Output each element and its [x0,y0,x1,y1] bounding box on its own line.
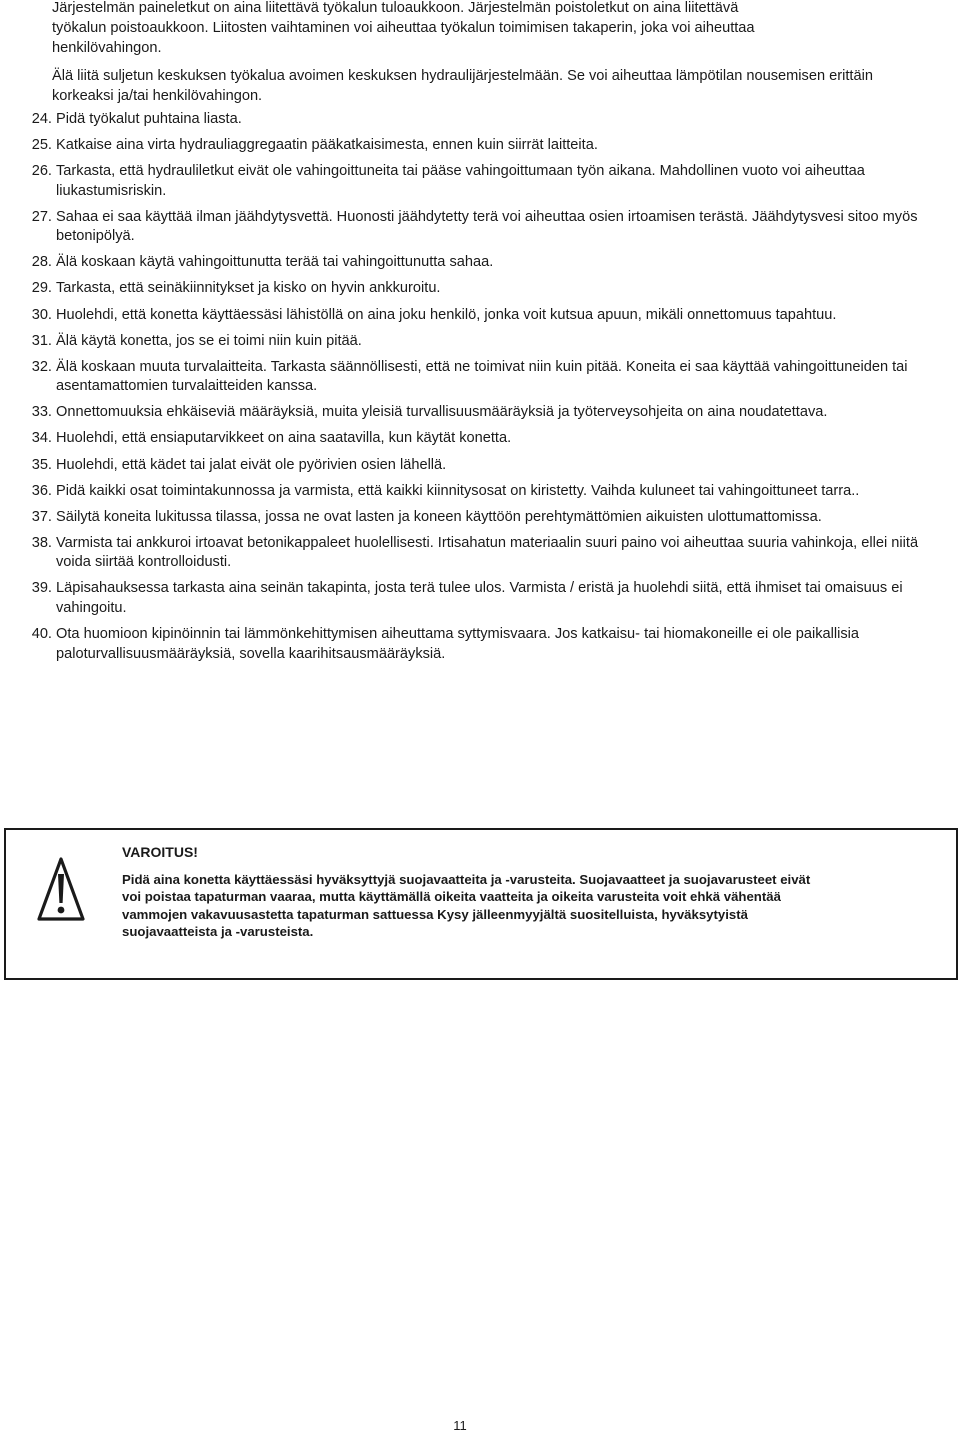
item-number-text: 40. [31,626,52,642]
item-number [0,306,52,326]
item-number [0,429,52,449]
item-number-text: 33. [31,404,52,421]
item-text: Älä koskaan käytä vahingoittunutta terää tai vahingoittunutta sahaa. [56,254,494,271]
item-number [0,279,52,299]
item-number-text: 25. [31,137,52,154]
item-text: Pidä työkalut puhtaina liasta. [56,111,242,127]
item-number-text: 24. [31,111,52,127]
item-number [0,358,52,397]
item-text: Huolehdi, että konetta käyttäessäsi lähistöllä on aina joku henkilö, jonka voit kutsua apuun, mikäli onnettomuus tapahtuu. [56,306,837,323]
list-item [0,625,960,664]
item-text: Läpisahauksessa tarkasta aina seinän takapinta, josta terä tulee ulos. Varmista / eristä ja huolehdi siitä, että ihmiset tai omaisuus ei vahingoitu. [56,580,903,616]
item-text: Onnettomuuksia ehkäiseviä määräyksiä, muita yleisiä turvallisuusmääräyksiä ja työterveysohjeita on aina noudatettava. [56,404,828,421]
item-number [0,482,52,502]
warning-text [122,844,822,941]
item-text: Älä käytä konetta, jos se ei toimi niin kuin pitää. [56,332,362,349]
item-text: Huolehdi, että kädet tai jalat eivät ole pyörivien osien lähellä. [56,456,447,473]
list-item [0,332,960,352]
item-text: Katkaise aina virta hydrauliaggregaatin pääkatkaisimesta, ennen kuin siirrät laitteita. [56,137,598,154]
warning-box [4,828,958,980]
list-item [0,358,960,397]
item-number-text: 26. [31,163,52,180]
item-number-text: 29. [31,280,52,297]
list-item [0,579,960,618]
list-item [0,110,960,130]
list-item [0,508,960,528]
intro-line-2: työkalun poistoaukkoon. Liitosten vaihtaminen voi aiheuttaa työkalun toimimisen takaperin, joka voi aiheuttaa [52,20,755,36]
item-text: Varmista tai ankkuroi irtoavat betonikappaleet huolellisesti. Irtisahatun materiaalin suuri paino voi aiheuttaa suuria vahinkoja, ellei niitä voida siirtää kontrolloidusti. [56,534,919,571]
list-item [0,162,960,201]
item-number-text: 30. [31,306,52,323]
item-number [0,110,52,130]
item-text: Älä koskaan muuta turvalaitteita. Tarkasta säännöllisesti, että ne toimivat niin kuin pitää. Koneita ei saa käyttää vahingoittuneiden tai asentamattomien turvalaitteiden kanssa. [56,358,908,395]
item-number-text: 37. [31,508,52,525]
intro-line-3: henkilövahingon. [52,40,162,56]
list-item [0,279,960,299]
item-text: Ota huomioon kipinöinnin tai lämmönkehittymisen aiheuttama syttymisvaara. Jos katkaisu- tai hiomakoneille ei ole paikallisia paloturvallisuusmääräyksiä, sovella kaarihitsausmääräyksiä. [56,626,860,662]
item-number [0,508,52,528]
list-item [0,534,960,573]
page-number: 11 [453,1418,467,1433]
list-item [0,253,960,273]
item-number [0,456,52,476]
item-text: Huolehdi, että ensiaputarvikkeet on aina saatavilla, kun käytät konetta. [56,430,512,447]
item-number-text: 32. [31,358,52,375]
safety-instructions-list [0,110,960,671]
item-text: Sahaa ei saa käyttää ilman jäähdytysvettä. Huonosti jäähdytetty terä voi aiheuttaa osien irtoamisen terästä. Jäähdytysvesi sitoo myös betonipölyä. [56,208,918,245]
warning-body: Pidä aina konetta käyttäessäsi hyväksyttyjä suojavaatteita ja -varusteita. Suojavaatteet ja suojavarusteet eivät voi poistaa tapaturman vaaraa, mutta käyttämällä oikeita vaatteita ja oikeita varusteita voit ehkä vähentää vammojen vakavuusastetta tapaturman sattuessa Kysy jälleenmyyjältä suositelluista, hyväksytyistä suojavaatteista ja -varusteista. [122,871,811,939]
item-number-text: 39. [31,580,52,597]
item-number-text: 31. [31,332,52,349]
item-number-text: 34. [31,430,52,447]
intro-section [52,0,932,106]
item-number-text: 28. [31,254,52,271]
list-item [0,456,960,476]
item-number [0,208,52,247]
item-text: Pidä kaikki osat toimintakunnossa ja varmista, että kaikki kiinnitysosat on kiristetty. Vaihda kuluneet tai vahingoittuneet tarra.. [56,482,860,499]
item-number-text: 27. [31,208,52,225]
list-item [0,482,960,502]
list-item [0,403,960,423]
item-text: Säilytä koneita lukitussa tilassa, jossa ne ovat lasten ja koneen käyttöön perehtymättömien aikuisten ulottumattomissa. [56,508,822,525]
item-text: Tarkasta, että seinäkiinnitykset ja kisko on hyvin ankkuroitu. [56,280,441,297]
item-number-text: 38. [31,534,52,551]
item-number [0,534,52,573]
item-number [0,162,52,201]
item-number-text: 36. [31,482,52,499]
item-number [0,332,52,352]
intro-line-1: Järjestelmän paineletkut on aina liitettävä työkalun tuloaukkoon. Järjestelmän poistoletkut on aina liitettävä [52,0,739,16]
item-number [0,253,52,273]
intro-paragraph-2: Älä liitä suljetun keskuksen työkalua avoimen keskuksen hydraulijärjestelmään. Se voi aiheuttaa lämpötilan nousemisen erittäin korkeaksi ja/tai henkilövahingon. [52,68,873,104]
item-number [0,625,52,664]
item-number [0,403,52,423]
item-number-text: 35. [31,456,52,473]
warning-triangle-icon [36,856,86,922]
list-item [0,208,960,247]
item-number [0,136,52,156]
list-item [0,306,960,326]
item-text: Tarkasta, että hydrauliletkut eivät ole vahingoittuneita tai pääse vahingoittumaan työn aikana. Mahdollinen vuoto voi aiheuttaa liukastumisriskin. [56,163,865,199]
warning-title: VAROITUS! [122,844,198,860]
list-item [0,429,960,449]
list-item [0,136,960,156]
item-number [0,579,52,618]
